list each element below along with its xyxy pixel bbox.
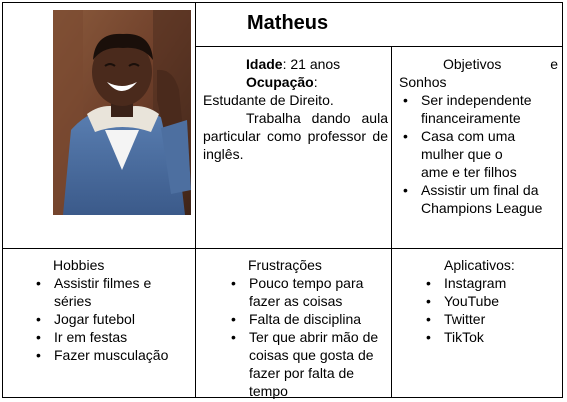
- hobby-item: • Jogar futebol: [30, 310, 170, 328]
- app-item-twitter: • Twitter: [420, 310, 560, 328]
- goal-item: • Casa com uma mulher que o ame e ter filhos: [397, 127, 529, 181]
- border-top: [2, 2, 563, 3]
- frustrations-list: [225, 274, 385, 400]
- hobby-item: • Assistir filmes e séries: [30, 274, 166, 310]
- divider-name-row: [195, 46, 563, 47]
- age-value: : 21 anos: [282, 56, 341, 72]
- hobby-item: • Ir em festas: [30, 328, 170, 346]
- occupation-line1: Estudante de Direito.: [203, 92, 334, 108]
- hobby-item: • Fazer musculação: [30, 346, 170, 364]
- apps-cell: [420, 256, 560, 346]
- divider-col1: [195, 2, 196, 398]
- app-item-youtube: • YouTube: [420, 292, 560, 310]
- frustration-item: • Falta de disciplina: [225, 310, 385, 328]
- divider-mid-horizontal: [2, 248, 563, 249]
- goal-item: • Assistir um final da Champions League: [397, 181, 553, 217]
- app-item-instagram: • Instagram: [420, 274, 560, 292]
- goals-title: Objetivos e Sonhos: [399, 56, 558, 90]
- portrait-illustration: [53, 10, 191, 215]
- hobbies-list: [30, 274, 170, 364]
- occupation-label: Ocupação: [246, 74, 314, 90]
- profile-cell: [203, 55, 388, 163]
- goals-cell: [399, 55, 561, 217]
- frustrations-title: Frustrações: [248, 257, 322, 273]
- border-right: [562, 2, 563, 398]
- frustration-item: • Pouco tempo para fazer as coisas: [225, 274, 377, 310]
- frustrations-cell: [225, 256, 385, 400]
- persona-name: Matheus: [247, 12, 329, 34]
- frustration-item: • Ter que abrir mão de coisas que gosta de fazer por falta de tempo: [225, 328, 385, 400]
- divider-col2: [391, 46, 392, 398]
- hobbies-title: Hobbies: [53, 257, 105, 273]
- hobbies-cell: [30, 256, 190, 364]
- occupation-line: [203, 73, 388, 91]
- goals-list: [397, 91, 547, 217]
- border-left: [2, 2, 3, 398]
- apps-title: Aplicativos:: [444, 257, 515, 273]
- age-label: Idade: [246, 56, 283, 72]
- apps-list: [420, 274, 560, 346]
- profile-photo: [53, 10, 191, 215]
- goal-item: • Ser independente financeiramente: [397, 91, 547, 127]
- occupation-line2: Trabalha dando aula particular como professor de inglês.: [203, 110, 388, 162]
- occupation-colon: :: [313, 74, 318, 90]
- age-line: [203, 55, 388, 73]
- app-item-tiktok: • TikTok: [420, 328, 560, 346]
